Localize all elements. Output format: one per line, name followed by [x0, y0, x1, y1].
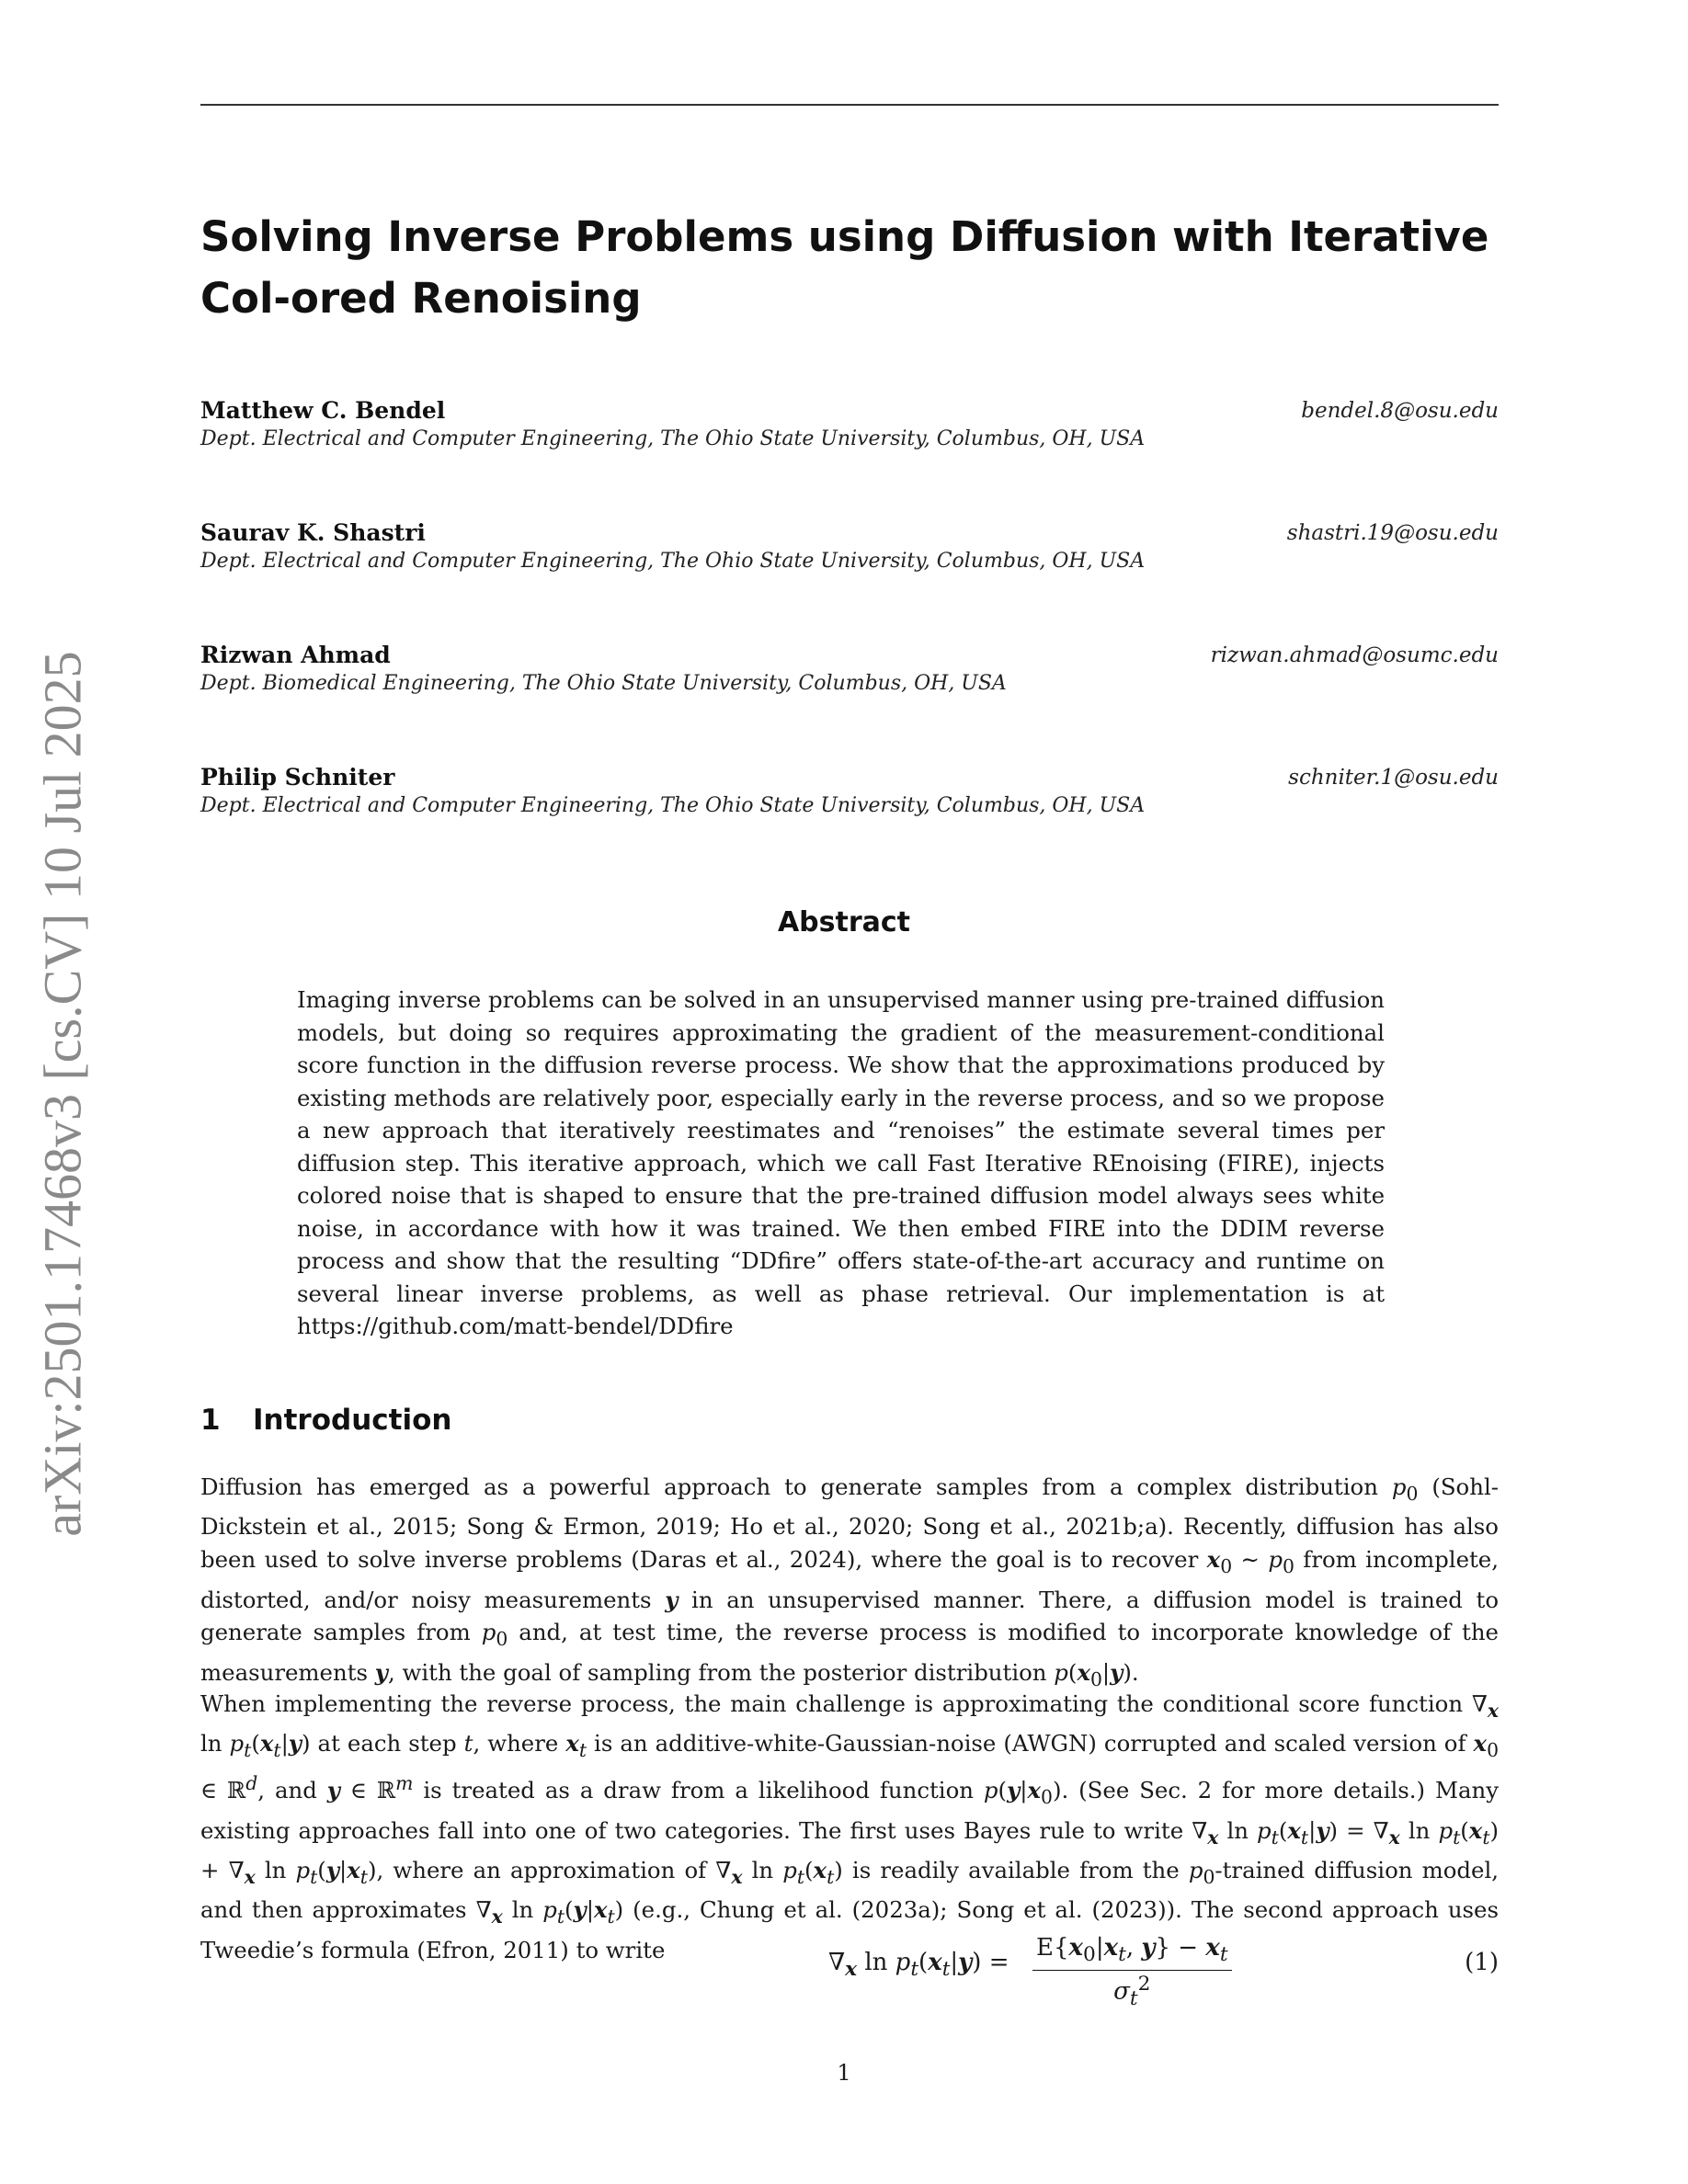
- abstract-text: Imaging inverse problems can be solved in an unsupervised manner using pre-trained diffusion models, but doing so requires approximating the gradient of the measurement-conditional score function in the diffusion reverse process. We show that the approximations produced by existing methods are relatively poor, especially early in the reverse process, and so we propose a new approach that iteratively reestimates and “renoises” the estimate several times per diffusion step. This iterative approach, which we call Fast Iterative REnoising (FIRE), injects colored noise that is shaped to ensure that the pre-trained diffusion model always sees white noise, in accordance with how it was trained. We then embed FIRE into the DDIM reverse process and show that the resulting “DDfire” offers state-of-the-art accuracy and runtime on several linear inverse problems, as well as phase retrieval. Our implementation is at https://github.com/matt-bendel/DDfire: [297, 986, 1385, 1339]
- author-affiliation: Dept. Electrical and Computer Engineering, The Ohio State University, Columbus, OH, USA: [200, 427, 1146, 450]
- equation-fraction: $E\{x_0|x_t$, $y\} - x_t$ $\sigma_t^2$: [1032, 1934, 1232, 2010]
- author-block: [200, 397, 1499, 452]
- author-block: [200, 519, 1499, 574]
- intro-paragraph-1: Diffusion has emerged as a powerful approach to generate samples from a complex distribution $p_0$ (Sohl-Dickstein et al., 2015; Song & Ermon, 2019; Ho et al., 2020; Song et al., 2021b;a). Recently, diffusion has also been used to solve inverse problems (Daras et al., 2024), where the goal is to recover $x_0$ ∼ $p_0$ from incomplete, distorted, and/or noisy measurements y in an unsupervised manner. There, a diffusion model is trained to generate samples from $p_0$ and, at test time, the reverse process is modified to incorporate knowledge of the measurements y, with the goal of sampling from the posterior distribution $p(x_0|y)$.: [200, 1473, 1499, 1690]
- author-affiliation: Dept. Electrical and Computer Engineering, The Ohio State University, Columbus, OH, USA: [200, 794, 1146, 817]
- author-block: [200, 642, 1499, 697]
- author-name: Rizwan Ahmad: [200, 642, 391, 668]
- author-affiliation: Dept. Electrical and Computer Engineering, The Ohio State University, Columbus, OH, USA: [200, 550, 1146, 573]
- author-email[interactable]: schniter.1@osu.edu: [1288, 766, 1499, 790]
- author-affiliation: Dept. Biomedical Engineering, The Ohio State University, Columbus, OH, USA: [200, 672, 1007, 695]
- section-title: Introduction: [253, 1404, 452, 1437]
- author-name: Philip Schniter: [200, 764, 395, 791]
- section-heading: [200, 1404, 451, 1437]
- page-number: 1: [837, 2060, 851, 2086]
- top-rule: [200, 104, 1499, 106]
- section-number: 1: [200, 1404, 221, 1437]
- paper-title: Solving Inverse Problems using Diffusion with Iterative Col-ored Renoising: [200, 212, 1489, 323]
- author-name: Saurav K. Shastri: [200, 519, 426, 546]
- author-name: Matthew C. Bendel: [200, 397, 446, 424]
- arxiv-stamp: arXiv:2501.17468v3 [cs.CV] 10 Jul 2025: [32, 651, 93, 1537]
- author-email[interactable]: bendel.8@osu.edu: [1301, 399, 1499, 423]
- equation-number: (1): [1465, 1949, 1499, 1976]
- author-email[interactable]: shastri.19@osu.edu: [1286, 521, 1499, 545]
- abstract-heading: Abstract: [777, 906, 911, 938]
- equation-lhs: $\nabla_x$ $\ln p_t(x_t|y)$ =: [828, 1949, 1009, 1982]
- intro-paragraph-2: When implementing the reverse process, the main challenge is approximating the conditional score function $\nabla_x$ $\ln p_t(x_t|y)$ at each step t, where $x_t$ is an additive-white-Gaussian-noise (AWGN) corrupted and scaled version of $x_0$ ∈ ℝ$^d$, and y ∈ ℝ$^m$ is treated as a draw from a likelihood function $p(y|x_0)$. (See Sec. 2 for more details.) Many existing approaches fall into one of two categories. The first uses Bayes rule to write $\nabla_x$ $\ln p_t(x_t|y) = \nabla_x$ $\ln p_t(x_t) + \nabla_x$ $\ln p_t(y|x_t)$, where an approximation of $\nabla_x$ $\ln p_t(x_t)$ is readily available from the $p_0$-trained diffusion model, and then approximates $\nabla_x$ $\ln p_t(y|x_t)$ (e.g., Chung et al. (2023a); Song et al. (2023)). The second approach uses Tweedie’s formula (Efron, 2011) to write: [200, 1690, 1500, 1963]
- author-email[interactable]: rizwan.ahmad@osumc.edu: [1210, 643, 1499, 667]
- author-block: [200, 764, 1499, 819]
- equation-1: [200, 1934, 1499, 2017]
